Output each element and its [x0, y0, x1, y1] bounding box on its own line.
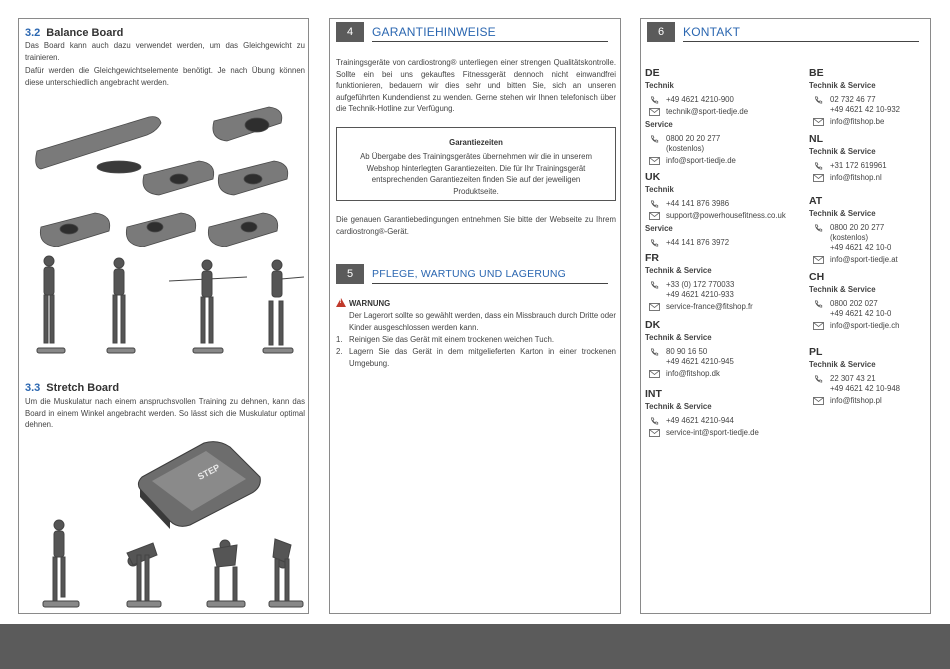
phone-line	[645, 416, 805, 426]
phone-icon	[649, 417, 660, 425]
warranty-period-box	[336, 127, 616, 201]
section-number: 3.2	[25, 27, 41, 39]
email-line[interactable]	[809, 321, 927, 331]
contact-label: Technik & Service	[809, 147, 876, 156]
phone-line	[645, 280, 805, 290]
section-title: Balance Board	[46, 27, 124, 39]
phone-number: +44 141 876 3972	[666, 238, 730, 247]
phone-note	[645, 144, 805, 154]
phone-line	[809, 95, 927, 105]
country-code: UK	[645, 171, 661, 183]
email-address[interactable]: info@sport-tiedje.at	[830, 255, 898, 264]
phone-number: 80 90 16 50	[666, 347, 708, 356]
email-line[interactable]	[645, 369, 805, 379]
phone-number: 0800 202 027	[830, 299, 878, 308]
header-rule	[683, 41, 919, 42]
email-line[interactable]	[809, 255, 927, 265]
list-number: 2.	[336, 347, 343, 356]
contact-be	[809, 67, 927, 127]
country-code: BE	[809, 67, 824, 79]
section-title: PFLEGE, WARTUNG UND LAGERUNG	[372, 268, 567, 280]
email-address[interactable]: info@sport-tiedje.ch	[830, 321, 900, 330]
email-address[interactable]: info@fitshop.be	[830, 117, 885, 126]
phone-icon	[649, 239, 660, 247]
balance-stretch-panel	[18, 18, 309, 614]
phone-line-2	[645, 357, 805, 367]
contact-fr	[645, 252, 805, 312]
phone-number: 22 307 43 21	[830, 374, 876, 383]
email-line[interactable]	[645, 428, 805, 438]
email-line[interactable]	[645, 107, 805, 117]
balance-board-text-2: Dafür werden die Gleichgewichtselemente benötigt. Je nach Übung können diese unterschiedlich angebracht werden.	[25, 66, 305, 87]
warranty-period-text: Ab Übergabe des Trainingsgerätes übernehmen wir die in unserem Webshop hinterlegten Garantiezeiten. Die für Ihr Trainingsgerät entsprechenden Garantiezeiten finden Sie auf der jeweiligen Produktseite.	[360, 152, 592, 196]
mail-icon	[813, 256, 824, 264]
phone-line-2	[645, 290, 805, 300]
phone-number: +44 141 876 3986	[666, 199, 730, 208]
country-code: INT	[645, 388, 662, 400]
phone-icon	[649, 96, 660, 104]
section-title: GARANTIEHINWEISE	[372, 25, 496, 39]
section-number: 5	[336, 264, 364, 284]
mail-icon	[649, 303, 660, 311]
phone-icon	[813, 96, 824, 104]
country-code: PL	[809, 346, 823, 358]
email-address[interactable]: info@fitshop.dk	[666, 369, 720, 378]
phone-line-2	[809, 309, 927, 319]
mail-icon	[813, 397, 824, 405]
phone-number: +49 4621 42 10-0	[830, 243, 892, 252]
care-header	[336, 264, 608, 284]
phone-line	[809, 374, 927, 384]
warranty-intro-text: Trainingsgeräte von cardiostrong® unterliegen einer strengen Qualitätskontrolle. Sollte ein bei uns gekauftes Fitnessgerät dennoch nicht einwandfrei funktionieren, bedauern wir dies sehr und bitten Sie, sich an unseren aufgeführten Kundendienst zu wenden. Gerne stehen wir Ihnen telefonisch über die Technik-Hotline zur Verfügung.	[336, 58, 616, 113]
care-list-item-2	[336, 346, 616, 369]
phone-number: +49 4621 4210-944	[666, 416, 734, 425]
contact-pl	[809, 346, 927, 406]
contact-panel	[640, 18, 931, 614]
email-address[interactable]: info@fitshop.pl	[830, 396, 882, 405]
section-title: Stretch Board	[46, 382, 120, 394]
email-address[interactable]: info@sport-tiedje.de	[666, 156, 736, 165]
mail-icon	[649, 370, 660, 378]
phone-note	[809, 233, 927, 243]
country-code: NL	[809, 133, 823, 145]
warning-text: Der Lagerort sollte so gewählt werden, dass ein Missbrauch durch Dritte oder Kinder ausgeschlossen werden kann.	[349, 311, 616, 332]
stretch-board-text: Um die Muskulatur nach einem anspruchsvollen Training zu dehnen, kann das Board in einem Winkel angebracht werden. So lässt sich die Muskulatur optimal dehnen.	[25, 397, 305, 429]
phone-icon	[649, 200, 660, 208]
header-rule	[372, 283, 608, 284]
phone-line-2	[809, 105, 927, 115]
phone-line	[645, 238, 810, 248]
phone-number: +49 4621 4210-933	[666, 290, 734, 299]
section-number: 6	[647, 22, 675, 42]
phone-line	[645, 199, 810, 209]
footer-bar	[0, 624, 950, 669]
email-line[interactable]	[645, 211, 810, 221]
list-number: 1.	[336, 335, 343, 344]
email-line[interactable]	[809, 117, 927, 127]
contact-nl	[809, 133, 927, 183]
phone-line	[809, 299, 927, 309]
list-text: Reinigen Sie das Gerät mit einem trockenen weichen Tuch.	[349, 335, 554, 344]
contact-label: Technik & Service	[809, 360, 876, 369]
phone-icon	[649, 135, 660, 143]
phone-number: +31 172 619961	[830, 161, 887, 170]
email-address[interactable]: support@powerhousefitness.co.uk	[666, 211, 786, 220]
phone-number: 0800 20 20 277	[830, 223, 885, 232]
contact-dk	[645, 319, 805, 379]
phone-icon	[813, 375, 824, 383]
section-title: KONTAKT	[683, 25, 741, 39]
warning-text-label: WARNUNG	[349, 299, 391, 308]
email-address[interactable]: service-int@sport-tiedje.de	[666, 428, 759, 437]
phone-icon	[649, 348, 660, 356]
mail-icon	[649, 157, 660, 165]
care-list-item-1	[336, 334, 616, 346]
stretch-exercise-figures	[29, 515, 304, 611]
phone-number: 0800 20 20 277	[666, 134, 721, 143]
balance-exercise-figures	[29, 253, 304, 358]
phone-line	[645, 95, 805, 105]
mail-icon	[649, 429, 660, 437]
contact-label: Technik & Service	[645, 402, 712, 411]
contact-label: Technik & Service	[809, 285, 876, 294]
warranty-period-title: Garantiezeiten	[449, 138, 503, 147]
contact-label: Technik	[645, 185, 674, 194]
contact-label: Technik	[645, 81, 674, 90]
country-code: DE	[645, 67, 660, 79]
phone-number: +49 4621 42 10-932	[830, 105, 901, 114]
warranty-care-panel	[329, 18, 621, 614]
phone-line	[645, 347, 805, 357]
country-code: FR	[645, 252, 659, 264]
contact-label: Technik & Service	[809, 209, 876, 218]
country-code: DK	[645, 319, 661, 331]
contact-header	[647, 22, 919, 42]
list-text: Lagern Sie das Gerät in dem mitgelieferten Karton in einer trockenen Umgebung.	[349, 347, 616, 368]
phone-icon	[813, 162, 824, 170]
email-line[interactable]	[645, 302, 805, 312]
mail-icon	[813, 174, 824, 182]
phone-icon	[649, 281, 660, 289]
header-rule	[372, 41, 608, 42]
phone-line-2	[809, 384, 927, 394]
contact-label: Technik & Service	[645, 266, 712, 275]
step-label: STEP	[196, 462, 222, 482]
contact-at	[809, 195, 927, 265]
mail-icon	[813, 118, 824, 126]
contact-de	[645, 67, 805, 166]
contact-label: Service	[645, 224, 673, 233]
warning-label	[336, 298, 390, 308]
phone-icon	[813, 300, 824, 308]
stretch-board-heading	[25, 382, 119, 394]
section-number: 4	[336, 22, 364, 42]
phone-number: +49 4621 42 10-0	[830, 309, 892, 318]
balance-board-text-1: Das Board kann auch dazu verwendet werden, um das Gleichgewicht zu trainieren.	[25, 41, 305, 62]
email-address[interactable]: technik@sport-tiedje.de	[666, 107, 749, 116]
phone-number: +49 4621 4210-945	[666, 357, 734, 366]
email-line[interactable]	[645, 156, 805, 166]
phone-line	[809, 161, 927, 171]
phone-note-text: (kostenlos)	[666, 144, 705, 153]
phone-number: 02 732 46 77	[830, 95, 876, 104]
email-line[interactable]	[809, 396, 927, 406]
balance-board-heading	[25, 27, 123, 39]
phone-number: +33 (0) 172 770033	[666, 280, 735, 289]
contact-label: Technik & Service	[809, 81, 876, 90]
mail-icon	[649, 108, 660, 116]
email-address[interactable]: service-france@fitshop.fr	[666, 302, 753, 311]
phone-line	[645, 134, 805, 144]
balance-board-illustration	[29, 87, 304, 247]
phone-number: +49 4621 42 10-948	[830, 384, 901, 393]
email-line[interactable]	[809, 173, 927, 183]
contact-uk	[645, 171, 810, 248]
contact-ch	[809, 271, 927, 331]
mail-icon	[813, 322, 824, 330]
email-address[interactable]: info@fitshop.nl	[830, 173, 882, 182]
contact-label: Service	[645, 120, 673, 129]
warranty-header	[336, 22, 608, 42]
contact-label: Technik & Service	[645, 333, 712, 342]
phone-line	[809, 223, 927, 233]
phone-icon	[813, 224, 824, 232]
country-code: AT	[809, 195, 823, 207]
mail-icon	[649, 212, 660, 220]
section-number: 3.3	[25, 382, 41, 394]
warranty-conditions-text: Die genauen Garantiebedingungen entnehmen Sie bitte der Webseite zu Ihrem cardiostrong®-Gerät.	[336, 215, 616, 236]
contact-int	[645, 388, 805, 438]
phone-number: +49 4621 4210-900	[666, 95, 734, 104]
warning-icon	[336, 298, 346, 307]
phone-note-text: (kostenlos)	[830, 233, 869, 242]
phone-line-2	[809, 243, 927, 253]
country-code: CH	[809, 271, 825, 283]
